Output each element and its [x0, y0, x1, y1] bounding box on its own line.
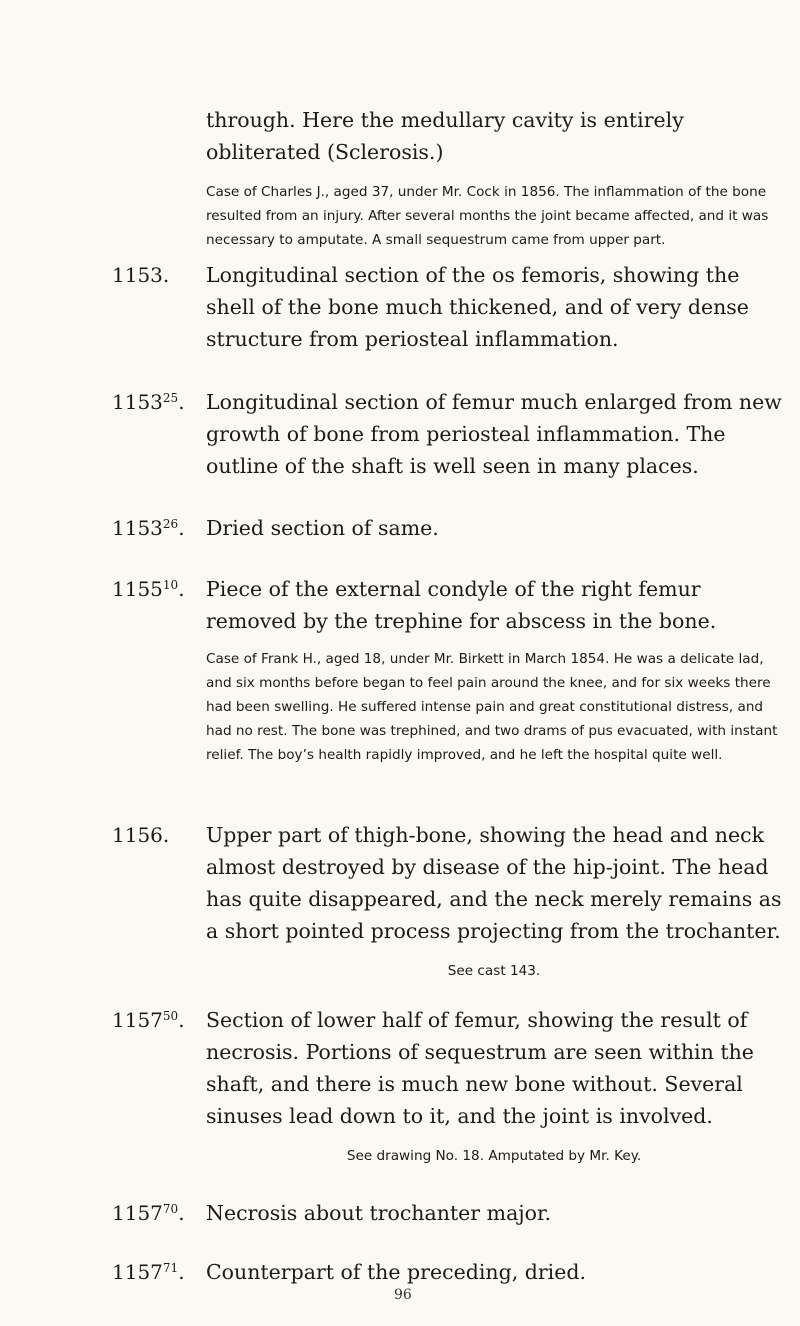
- entry-number: 1157$^{50}$.: [112, 1008, 185, 1032]
- entry-number: 1153.: [112, 263, 170, 287]
- case-note-charles: Case of Charles J., aged 37, under Mr. Cock in 1856. The inflammation of the bone resulted from an injury. After several months the joint became affected, and it was necessary to amputate. A small sequestrum came from upper part.: [206, 184, 769, 248]
- entry-description: Necrosis about trochanter major.: [206, 1201, 552, 1225]
- entry-description: Piece of the external condyle of the right femur removed by the trephine for abscess in the bone.: [206, 577, 717, 633]
- catalogue-entry-1157-50: [112, 1004, 782, 1168]
- entry-description: Dried section of same.: [206, 516, 439, 540]
- cross-reference: See cast 143.: [447, 963, 541, 979]
- catalogue-entry-1153-25: [112, 386, 782, 482]
- case-note-frank: Case of Frank H., aged 18, under Mr. Birkett in March 1854. He was a delicate lad, and six months before began to feel pain around the knee, and for six weeks there had been swelling. He suffered intense pain and great constitutional distress, and had no rest. The bone was trephined, and two drams of pus evacuated, with instant relief. The boy’s health rapidly improved, and he left the hospital quite well.: [206, 651, 778, 763]
- page-number: 96: [394, 1287, 412, 1303]
- catalogue-entry-1157-70: [112, 1197, 782, 1229]
- entry-number: 1157$^{71}$.: [112, 1260, 185, 1284]
- entry-description: Longitudinal section of femur much enlarged from new growth of bone from periosteal inflammation. The outline of the shaft is well seen in many places.: [206, 390, 782, 478]
- catalogue-entry-1155-10: [112, 573, 782, 767]
- catalogue-entry-1156: [112, 819, 782, 983]
- entry-number: 1155$^{10}$.: [112, 577, 185, 601]
- entry-number: 1156.: [112, 823, 170, 847]
- continued-paragraph: through. Here the medullary cavity is entirely obliterated (Sclerosis.): [206, 108, 684, 164]
- entry-description: Counterpart of the preceding, dried.: [206, 1260, 586, 1284]
- entry-number: 1153$^{26}$.: [112, 516, 185, 540]
- cross-reference: See drawing No. 18. Amputated by Mr. Key.: [346, 1148, 642, 1164]
- entry-description: Upper part of thigh-bone, showing the head and neck almost destroyed by disease of the hip-joint. The head has quite disappeared, and the neck merely remains as a short pointed process projecting from the trochanter.: [206, 823, 782, 943]
- entry-description: Longitudinal section of the os femoris, showing the shell of the bone much thickened, and of very dense structure from periosteal inflammation.: [206, 263, 749, 351]
- catalogue-entry-1153: [112, 259, 782, 355]
- catalogue-entry-1157-71: [112, 1256, 782, 1288]
- entry-number: 1153$^{25}$.: [112, 390, 185, 414]
- entry-description: Section of lower half of femur, showing the result of necrosis. Portions of sequestrum are seen within the shaft, and there is much new bone without. Several sinuses lead down to it, and the joint is involved.: [206, 1008, 754, 1128]
- entry-number: 1157$^{70}$.: [112, 1201, 185, 1225]
- catalogue-entry-1153-26: [112, 512, 782, 544]
